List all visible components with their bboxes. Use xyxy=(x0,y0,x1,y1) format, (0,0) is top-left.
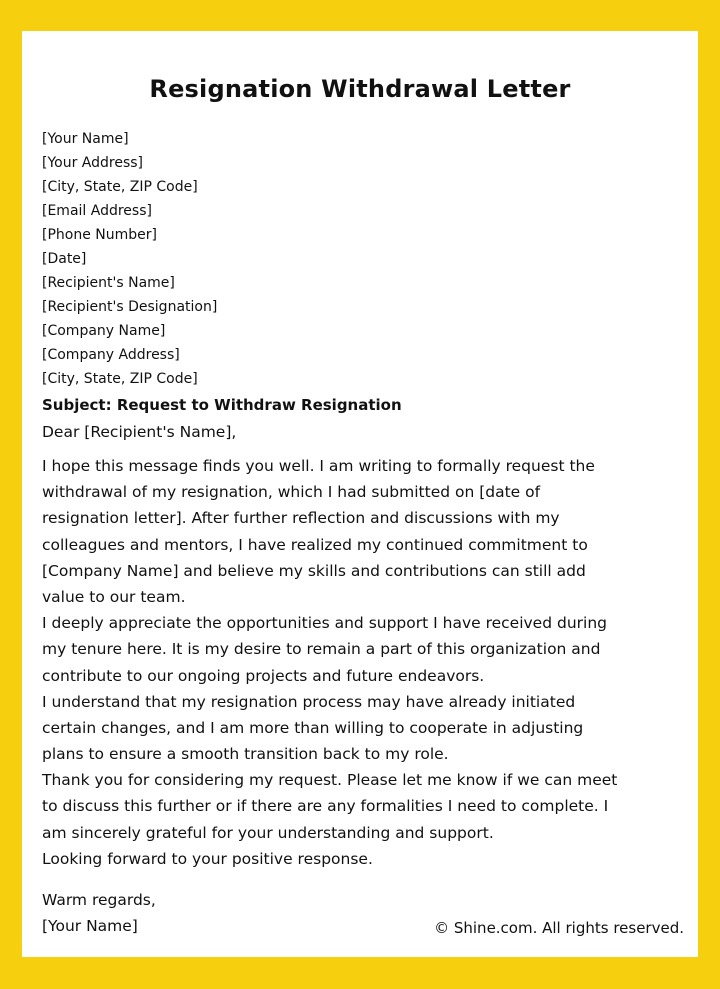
body-line: certain changes, and I am more than willing to cooperate in adjusting xyxy=(42,718,584,737)
letter-sheet xyxy=(22,31,698,957)
signature-name: [Your Name] xyxy=(42,917,138,935)
phone-number-line: [Phone Number] xyxy=(42,227,157,243)
body-line: value to our team. xyxy=(42,587,186,606)
body-line: I hope this message finds you well. I am writing to formally request the xyxy=(42,457,595,475)
body-line: resignation letter]. After further reflection and discussions with my xyxy=(42,509,560,528)
company-name-line: [Company Name] xyxy=(42,323,166,339)
body-line: contribute to our ongoing projects and future endeavors. xyxy=(42,666,485,685)
your-address-line: [Your Address] xyxy=(42,155,144,171)
letter-title: Resignation Withdrawal Letter xyxy=(149,75,571,103)
closing-block xyxy=(42,887,156,939)
body-line: to discuss this further or if there are any formalities I need to complete. I xyxy=(42,797,609,816)
body-line: colleagues and mentors, I have realized my continued commitment to xyxy=(42,535,588,554)
subject-line: Subject: Request to Withdraw Resignation xyxy=(42,396,402,414)
date-line: [Date] xyxy=(42,251,87,267)
recipient-designation-line: [Recipient's Designation] xyxy=(42,299,218,315)
closing-phrase: Warm regards, xyxy=(42,891,156,909)
body-line: [Company Name] and believe my skills and contributions can still add xyxy=(42,561,586,580)
company-city-state-zip-line: [City, State, ZIP Code] xyxy=(42,371,198,387)
sender-recipient-block xyxy=(42,127,682,391)
body-line: plans to ensure a smooth transition back to my role. xyxy=(42,745,449,764)
body-line: withdrawal of my resignation, which I had submitted on [date of xyxy=(42,483,541,502)
body-line: I understand that my resignation process may have already initiated xyxy=(42,692,576,711)
salutation: Dear [Recipient's Name], xyxy=(42,423,237,441)
body-line: my tenure here. It is my desire to remain a part of this organization and xyxy=(42,640,601,659)
recipient-name-line: [Recipient's Name] xyxy=(42,275,175,291)
your-city-state-zip-line: [City, State, ZIP Code] xyxy=(42,179,198,195)
body-line: am sincerely grateful for your understanding and support. xyxy=(42,823,494,842)
body-line: Looking forward to your positive response. xyxy=(42,849,373,868)
body-line: Thank you for considering my request. Please let me know if we can meet xyxy=(42,771,618,790)
your-name-line: [Your Name] xyxy=(42,131,129,147)
body-line: I deeply appreciate the opportunities and support I have received during xyxy=(42,614,607,633)
company-address-line: [Company Address] xyxy=(42,347,180,363)
email-address-line: [Email Address] xyxy=(42,203,152,219)
letter-body xyxy=(42,453,682,872)
copyright-notice: © Shine.com. All rights reserved. xyxy=(434,919,684,937)
